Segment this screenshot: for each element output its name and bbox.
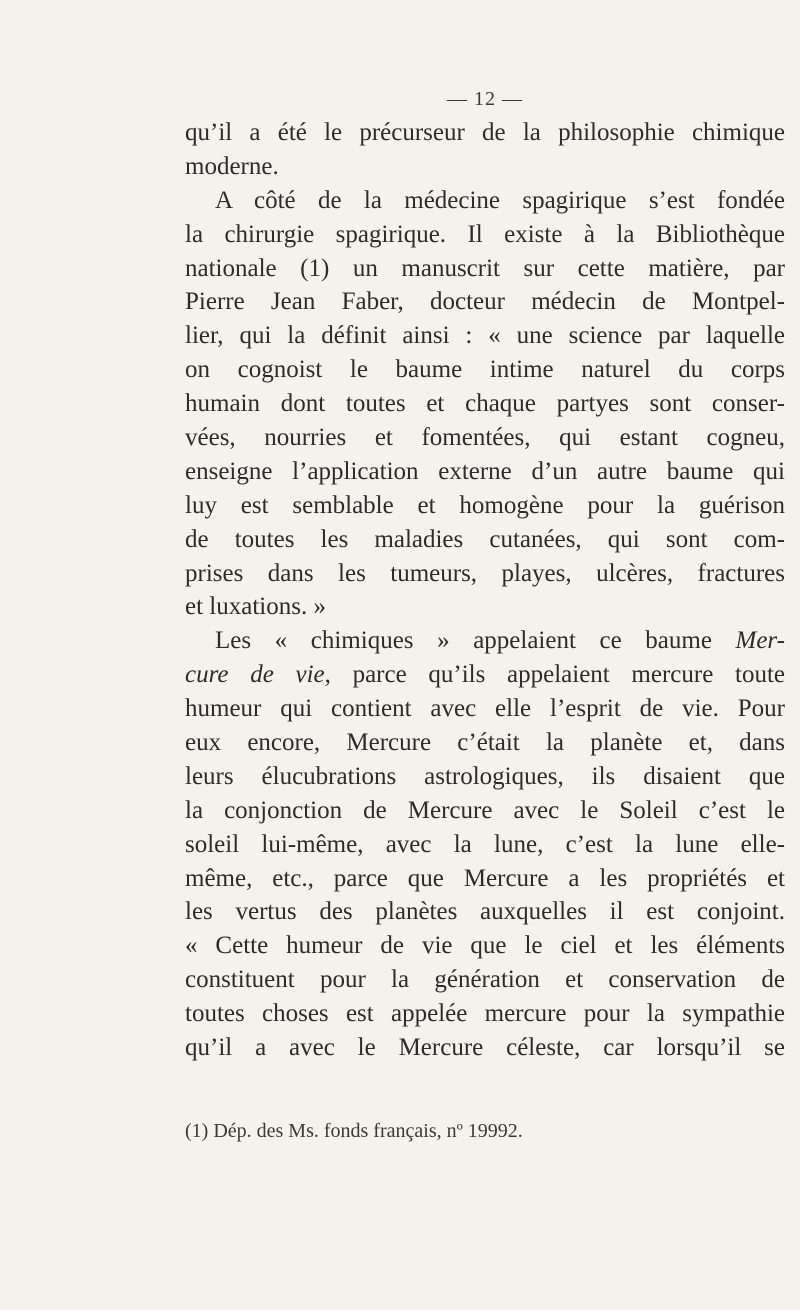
text-line: prises dans les tumeurs, playes, ulcères, fractures	[185, 559, 785, 587]
text-line: Pierre Jean Faber, docteur médecin de Montpel-	[185, 288, 785, 316]
body-text	[185, 116, 785, 1065]
text-line: de toutes les maladies cutanées, qui sont com-	[185, 525, 785, 553]
footnote: (1) Dép. des Ms. fonds français, nº 19992.	[185, 1120, 523, 1142]
text-line: nationale (1) un manuscrit sur cette matière, par	[185, 254, 785, 282]
text-segment: Les « chimiques » appelaient ce baume	[215, 627, 712, 655]
text-line: même, etc., parce que Mercure a les propriétés et	[185, 864, 785, 892]
italic-term: Mer-	[735, 627, 785, 655]
text-line	[185, 624, 785, 658]
text-line: la conjonction de Mercure avec le Soleil c’est le	[185, 796, 785, 824]
text-line: humeur qui contient avec elle l’esprit de vie. Pour	[185, 695, 785, 723]
text-line: les vertus des planètes auxquelles il est conjoint.	[185, 898, 785, 926]
text-line: constituent pour la génération et conservation de	[185, 966, 785, 994]
text-line: et luxations. »	[185, 593, 326, 621]
text-line: « Cette humeur de vie que le ciel et les éléments	[185, 932, 785, 960]
text-line: soleil lui-même, avec la lune, c’est la lune elle-	[185, 830, 785, 858]
text-line: eux encore, Mercure c’était la planète et, dans	[185, 729, 785, 757]
text-line: qu’il a été le précurseur de la philosophie chimique	[185, 119, 785, 146]
text-line: A côté de la médecine spagirique s’est fondée	[215, 186, 785, 214]
text-line: lier, qui la définit ainsi : « une science par laquelle	[185, 322, 785, 350]
text-line: moderne.	[185, 152, 279, 180]
text-line: toutes choses est appelée mercure pour la sympathie	[185, 1000, 785, 1028]
text-line: la chirurgie spagirique. Il existe à la Bibliothèque	[185, 220, 785, 248]
text-line: leurs élucubrations astrologiques, ils disaient que	[185, 762, 785, 790]
text-line: enseigne l’application externe d’un autre baume qui	[185, 457, 785, 485]
text-line: humain dont toutes et chaque partyes sont conser-	[185, 390, 785, 418]
text-line: vées, nourries et fomentées, qui estant cogneu,	[185, 424, 785, 452]
italic-term: cure de vie	[185, 661, 325, 689]
text-line: on cognoist le baume intime naturel du corps	[185, 356, 785, 384]
text-line: luy est semblable et homogène pour la guérison	[185, 491, 785, 519]
page-number: — 12 —	[447, 88, 523, 110]
text-line: qu’il a avec le Mercure céleste, car lorsqu’il se	[185, 1034, 785, 1062]
text-segment: , parce qu’ils appelaient mercure toute	[324, 661, 786, 689]
text-line	[185, 658, 785, 692]
